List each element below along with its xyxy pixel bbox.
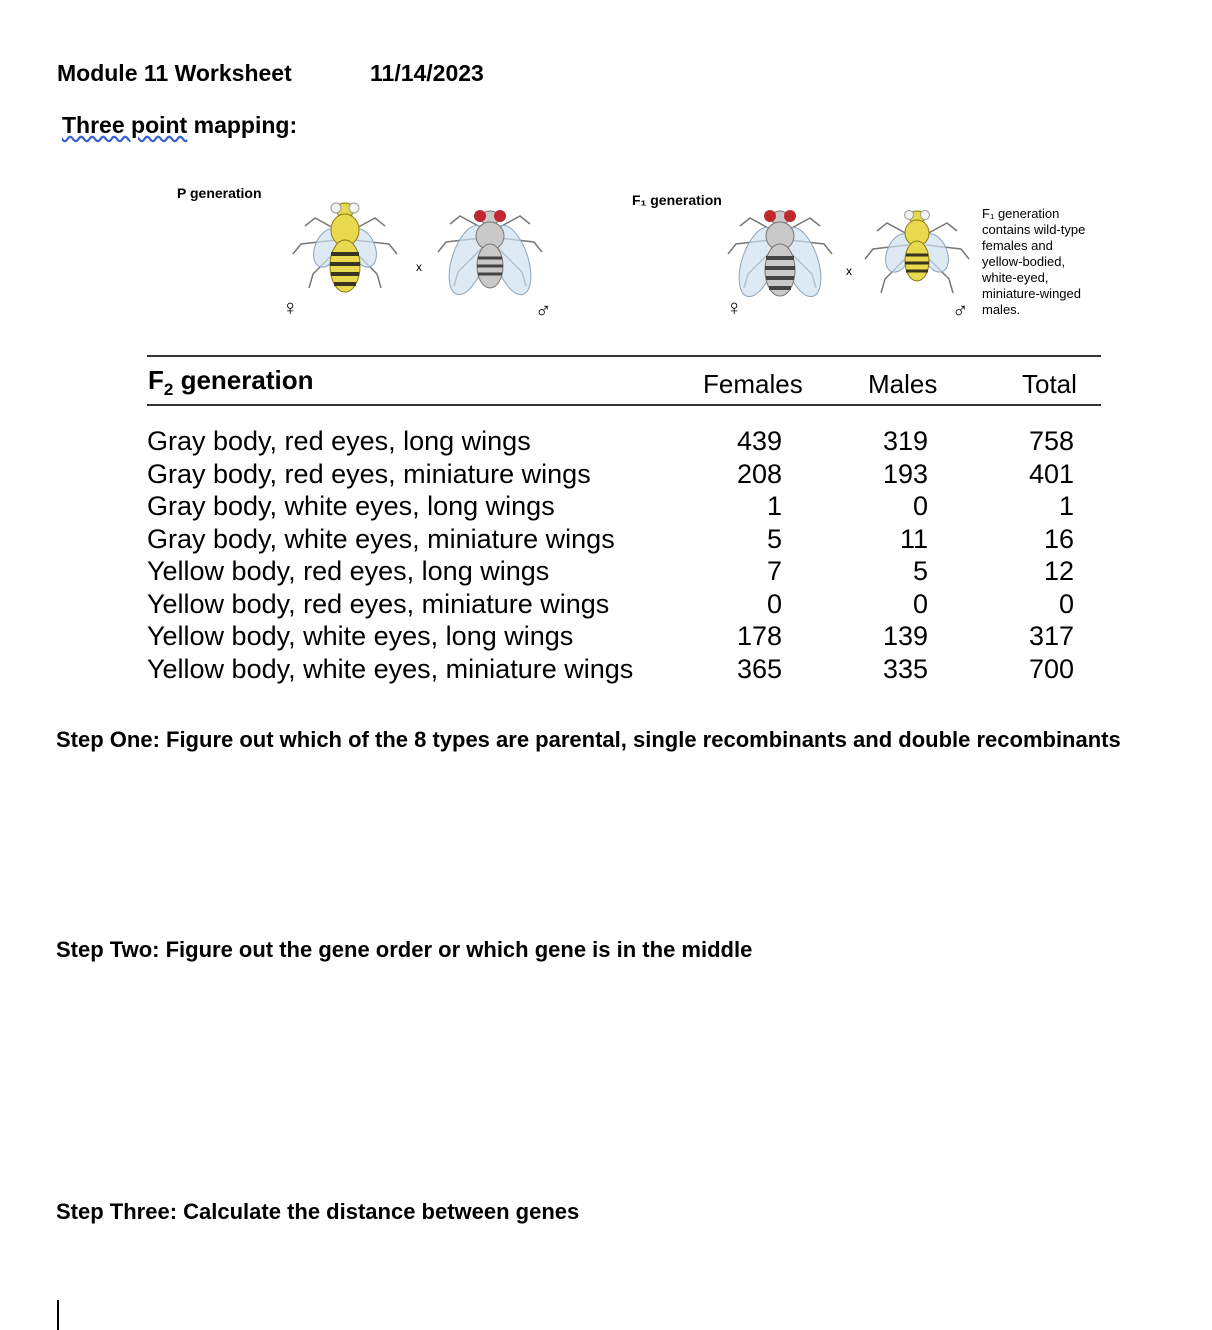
total-cell: 1 xyxy=(1058,491,1074,521)
f1-male-symbol: ♂ xyxy=(952,298,969,323)
total-cell: 16 xyxy=(1043,523,1074,554)
males-cell: 193 xyxy=(882,458,928,489)
worksheet-title: Module 11 Worksheet xyxy=(57,60,292,86)
f1-note-line: F₁ generation xyxy=(982,206,1060,221)
step-two-text: Step Two: Figure out the gene order or which gene is in the middle xyxy=(56,937,753,962)
males-cell: 5 xyxy=(912,556,928,586)
phenotype-cell: Yellow body, white eyes, long wings xyxy=(147,621,574,651)
females-cell: 439 xyxy=(736,426,782,456)
f1-note-line: yellow-bodied, xyxy=(982,254,1066,269)
table-row xyxy=(147,555,1074,588)
f2-table-title xyxy=(148,365,314,400)
f1-male-fly xyxy=(865,211,969,294)
f2-title-sub: 2 xyxy=(163,380,174,400)
phenotype-cell: Gray body, red eyes, miniature wings xyxy=(147,458,591,489)
f1-note-line: females and xyxy=(982,238,1053,253)
males-cell: 0 xyxy=(912,491,928,521)
step-three-text: Step Three: Calculate the distance between genes xyxy=(56,1199,580,1224)
subtitle-underlined: Three point xyxy=(62,112,188,138)
p-male-symbol: ♂ xyxy=(535,298,552,323)
table-row xyxy=(147,620,1074,653)
f2-title-rest: generation xyxy=(173,365,314,395)
phenotype-cell: Gray body, white eyes, miniature wings xyxy=(147,523,615,554)
total-cell: 700 xyxy=(1028,653,1074,684)
f1-female-fly xyxy=(728,210,832,301)
females-cell: 7 xyxy=(766,556,782,586)
text-cursor[interactable] xyxy=(57,1300,59,1330)
f1-note xyxy=(982,206,1085,318)
total-cell: 0 xyxy=(1058,588,1074,619)
males-cell: 319 xyxy=(882,426,928,456)
females-cell: 178 xyxy=(736,621,782,651)
column-header-females: Females xyxy=(703,369,803,399)
phenotype-cell: Yellow body, white eyes, miniature wings xyxy=(147,653,634,684)
f2-title-main: F xyxy=(148,365,164,395)
table-row xyxy=(147,588,1074,621)
table-row xyxy=(147,458,1074,491)
f2-data-table xyxy=(147,425,1074,685)
f1-generation-label: F₁ generation xyxy=(632,192,722,208)
table-row xyxy=(147,490,1074,523)
f1-cross-symbol: x xyxy=(846,264,852,278)
females-cell: 1 xyxy=(766,491,782,521)
phenotype-cell: Gray body, red eyes, long wings xyxy=(147,426,531,456)
females-cell: 208 xyxy=(736,458,782,489)
total-cell: 317 xyxy=(1028,621,1074,651)
phenotype-cell: Gray body, white eyes, long wings xyxy=(147,491,555,521)
females-cell: 0 xyxy=(766,588,782,619)
phenotype-cell: Yellow body, red eyes, miniature wings xyxy=(147,588,610,619)
f1-note-line: miniature-winged xyxy=(982,286,1081,301)
worksheet-date: 11/14/2023 xyxy=(370,60,484,86)
p-female-symbol: ♀ xyxy=(282,295,299,320)
females-cell: 365 xyxy=(736,653,782,684)
females-cell: 5 xyxy=(766,523,782,554)
f1-note-line: contains wild-type xyxy=(982,222,1086,237)
males-cell: 139 xyxy=(882,621,928,651)
column-header-males: Males xyxy=(868,369,938,399)
table-row xyxy=(147,425,1074,458)
phenotype-cell: Yellow body, red eyes, long wings xyxy=(147,556,550,586)
males-cell: 0 xyxy=(912,588,928,619)
f1-note-line: white-eyed, xyxy=(982,270,1049,285)
total-cell: 401 xyxy=(1028,458,1074,489)
males-cell: 335 xyxy=(882,653,928,684)
f1-female-symbol: ♀ xyxy=(726,295,743,320)
p-cross-symbol: x xyxy=(416,260,422,274)
p-generation-label: P generation xyxy=(177,185,262,201)
table-top-rule xyxy=(147,355,1101,357)
table-row xyxy=(147,523,1074,556)
f1-note-line: males. xyxy=(982,302,1021,317)
table-row xyxy=(147,653,1074,686)
step-one-text: Step One: Figure out which of the 8 types are parental, single recombinants and double recombinants xyxy=(56,727,1121,752)
p-male-fly xyxy=(438,210,542,299)
total-cell: 12 xyxy=(1043,556,1074,586)
subtitle-rest: mapping: xyxy=(187,112,298,138)
males-cell: 11 xyxy=(899,523,928,554)
table-header-rule xyxy=(147,404,1101,406)
p-female-fly xyxy=(293,203,397,292)
column-header-total: Total xyxy=(1022,369,1077,399)
total-cell: 758 xyxy=(1028,426,1074,456)
